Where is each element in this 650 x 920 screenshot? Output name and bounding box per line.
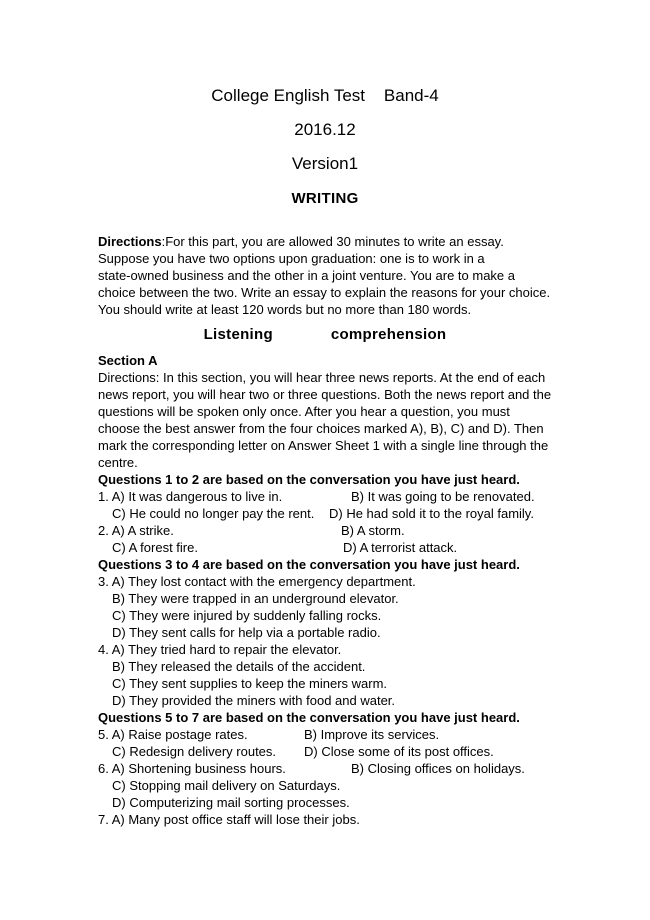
q1-option-c: C) He could no longer pay the rent. [112, 506, 315, 521]
q1-option-a: 1. A) It was dangerous to live in. [98, 489, 283, 504]
q3-option-d: D) They sent calls for help via a portable radio. [112, 625, 381, 640]
q4-option-d: D) They provided the miners with food and water. [112, 693, 396, 708]
q3-option-a: 3. A) They lost contact with the emergency department. [98, 574, 416, 589]
section-directions-line: mark the corresponding letter on Answer Sheet 1 with a single line through the [98, 438, 549, 453]
writing-directions-line: You should write at least 120 words but no more than 180 words. [98, 302, 472, 317]
q5-option-b: B) Improve its services. [304, 727, 440, 742]
question-group-header: Questions 5 to 7 are based on the conversation you have just heard. [98, 710, 520, 725]
question-6-row-1 [98, 760, 568, 777]
listening-heading: Listening comprehension [203, 326, 447, 343]
exam-title: College English Test Band-4 [211, 86, 439, 105]
q1-option-d: D) He had sold it to the royal family. [329, 506, 534, 521]
section-directions-line: choose the best answer from the four choices marked A), B), C) and D). Then [98, 421, 544, 436]
q5-option-c: C) Redesign delivery routes. [112, 744, 277, 759]
q6-option-a: 6. A) Shortening business hours. [98, 761, 286, 776]
section-title: Section A [98, 353, 158, 368]
question-5-row-2 [98, 743, 568, 760]
question-group-header: Questions 1 to 2 are based on the conversation you have just heard. [98, 472, 520, 487]
writing-heading: WRITING [291, 190, 359, 207]
q5-option-a: 5. A) Raise postage rates. [98, 727, 248, 742]
writing-directions-line: Suppose you have two options upon graduation: one is to work in a [98, 251, 485, 266]
question-1-row-1 [98, 488, 568, 505]
section-directions-line: Directions: In this section, you will hear three news reports. At the end of each [98, 370, 546, 385]
exam-date: 2016.12 [294, 120, 356, 139]
q2-option-d: D) A terrorist attack. [343, 540, 458, 555]
q1-option-b: B) It was going to be renovated. [351, 489, 535, 504]
writing-directions [98, 233, 568, 318]
q5-option-d: D) Close some of its post offices. [304, 744, 494, 759]
exam-version: Version1 [291, 154, 359, 173]
q3-option-b: B) They were trapped in an underground elevator. [112, 591, 399, 606]
question-2-row-1 [98, 522, 568, 539]
directions-text: :For this part, you are allowed 30 minutes to write an essay. [161, 234, 504, 249]
q6-option-b: B) Closing offices on holidays. [351, 761, 525, 776]
section-a [98, 352, 568, 828]
question-1-row-2 [98, 505, 568, 522]
writing-directions-line [98, 233, 568, 250]
q2-option-b: B) A storm. [341, 523, 405, 538]
q2-option-c: C) A forest fire. [112, 540, 198, 555]
q4-option-a: 4. A) They tried hard to repair the elevator. [98, 642, 342, 657]
writing-directions-line: state-owned business and the other in a joint venture. You are to make a [98, 268, 515, 283]
q2-option-a: 2. A) A strike. [98, 523, 174, 538]
q3-option-c: C) They were injured by suddenly falling rocks. [112, 608, 382, 623]
q6-option-c: C) Stopping mail delivery on Saturdays. [112, 778, 341, 793]
question-5-row-1 [98, 726, 568, 743]
question-2-row-2 [98, 539, 568, 556]
section-directions-line: questions will be spoken only once. After you hear a question, you must [98, 404, 510, 419]
writing-directions-line: choice between the two. Write an essay to explain the reasons for your choice. [98, 285, 551, 300]
q4-option-c: C) They sent supplies to keep the miners warm. [112, 676, 388, 691]
q4-option-b: B) They released the details of the accident. [112, 659, 366, 674]
q7-option-a: 7. A) Many post office staff will lose their jobs. [98, 812, 360, 827]
section-directions-line: news report, you will hear two or three questions. Both the news report and the [98, 387, 552, 402]
section-directions-line: centre. [98, 455, 138, 470]
directions-label: Directions [98, 234, 162, 249]
question-group-header: Questions 3 to 4 are based on the conversation you have just heard. [98, 557, 520, 572]
q6-option-d: D) Computerizing mail sorting processes. [112, 795, 350, 810]
